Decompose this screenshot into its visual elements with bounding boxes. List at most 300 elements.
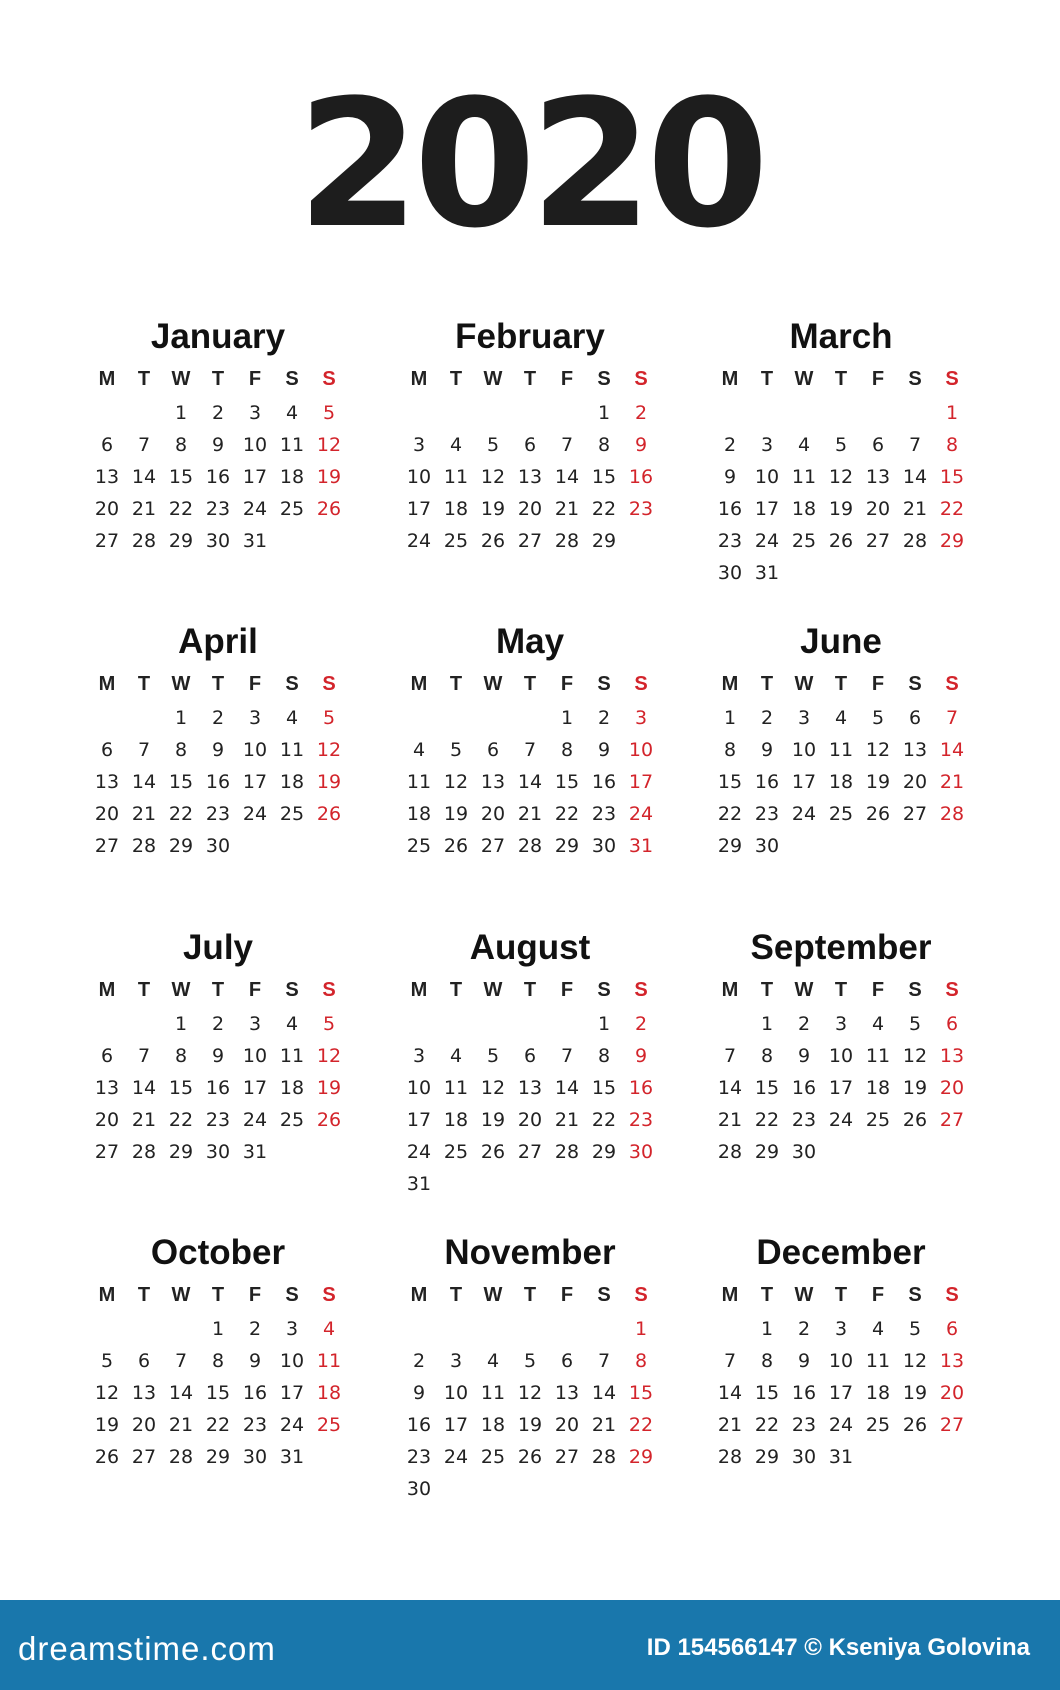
day-cell: 19 bbox=[902, 1077, 928, 1099]
day-cell: 23 bbox=[754, 803, 780, 825]
day-grid bbox=[68, 976, 368, 1168]
day-grid bbox=[68, 365, 368, 557]
empty-cell bbox=[401, 1313, 438, 1345]
empty-cell bbox=[89, 1313, 126, 1345]
day-cell: 1 bbox=[760, 1318, 774, 1340]
day-cell: 13 bbox=[554, 1382, 580, 1404]
day-cell: 26 bbox=[94, 1446, 120, 1468]
day-cell: 27 bbox=[517, 1141, 543, 1163]
weekday-label: W bbox=[171, 368, 191, 390]
day-cell: 25 bbox=[406, 835, 432, 857]
day-cell: 14 bbox=[717, 1077, 743, 1099]
day-cell: 13 bbox=[939, 1350, 965, 1372]
day-cell: 23 bbox=[205, 803, 231, 825]
day-cell: 16 bbox=[205, 771, 231, 793]
day-cell: 31 bbox=[406, 1173, 432, 1195]
weekday-label: S bbox=[597, 979, 611, 1001]
day-cell: 7 bbox=[560, 434, 574, 456]
day-cell: 19 bbox=[316, 1077, 342, 1099]
day-cell: 11 bbox=[279, 434, 305, 456]
weekday-label: T bbox=[523, 368, 537, 390]
day-cell: 1 bbox=[634, 1318, 648, 1340]
day-cell: 10 bbox=[828, 1350, 854, 1372]
day-cell: 6 bbox=[908, 707, 922, 729]
day-cell: 16 bbox=[242, 1382, 268, 1404]
day-cell: 12 bbox=[443, 771, 469, 793]
day-cell: 28 bbox=[131, 1141, 157, 1163]
day-cell: 27 bbox=[94, 835, 120, 857]
day-cell: 29 bbox=[939, 530, 965, 552]
weekday-label: M bbox=[410, 673, 428, 695]
day-cell: 12 bbox=[480, 1077, 506, 1099]
day-cell: 20 bbox=[939, 1382, 965, 1404]
empty-cell bbox=[438, 1313, 475, 1345]
day-cell: 24 bbox=[406, 530, 432, 552]
weekday-label: F bbox=[560, 979, 574, 1001]
day-cell: 31 bbox=[628, 835, 654, 857]
day-cell: 17 bbox=[242, 771, 268, 793]
empty-cell bbox=[401, 702, 438, 734]
day-cell: 9 bbox=[634, 434, 648, 456]
day-cell: 12 bbox=[94, 1382, 120, 1404]
day-cell: 18 bbox=[480, 1414, 506, 1436]
day-cell: 22 bbox=[939, 498, 965, 520]
day-cell: 28 bbox=[902, 530, 928, 552]
empty-cell bbox=[163, 1313, 200, 1345]
empty-cell bbox=[549, 397, 586, 429]
weekday-label: F bbox=[871, 979, 885, 1001]
day-cell: 4 bbox=[871, 1013, 885, 1035]
day-cell: 22 bbox=[554, 803, 580, 825]
day-cell: 7 bbox=[723, 1045, 737, 1067]
day-cell: 23 bbox=[791, 1109, 817, 1131]
weekday-label: S bbox=[285, 368, 299, 390]
day-cell: 9 bbox=[412, 1382, 426, 1404]
month-name: March bbox=[789, 317, 893, 356]
weekday-label: T bbox=[449, 673, 463, 695]
day-cell: 22 bbox=[591, 498, 617, 520]
day-cell: 28 bbox=[939, 803, 965, 825]
weekday-label: T bbox=[449, 979, 463, 1001]
day-cell: 12 bbox=[480, 466, 506, 488]
day-cell: 28 bbox=[131, 835, 157, 857]
day-cell: 21 bbox=[554, 498, 580, 520]
weekday-label: M bbox=[98, 1284, 116, 1306]
day-cell: 12 bbox=[902, 1350, 928, 1372]
month-name: April bbox=[178, 622, 258, 661]
day-cell: 24 bbox=[754, 530, 780, 552]
weekday-label: S bbox=[285, 1284, 299, 1306]
day-cell: 17 bbox=[828, 1077, 854, 1099]
day-cell: 22 bbox=[168, 498, 194, 520]
weekday-label: W bbox=[794, 979, 814, 1001]
day-cell: 8 bbox=[945, 434, 959, 456]
day-cell: 10 bbox=[791, 739, 817, 761]
day-cell: 23 bbox=[591, 803, 617, 825]
day-cell: 9 bbox=[723, 466, 737, 488]
empty-cell bbox=[126, 397, 163, 429]
day-cell: 14 bbox=[131, 466, 157, 488]
empty-cell bbox=[586, 1313, 623, 1345]
day-cell: 9 bbox=[211, 739, 225, 761]
weekday-label: T bbox=[760, 673, 774, 695]
day-cell: 9 bbox=[760, 739, 774, 761]
day-cell: 16 bbox=[406, 1414, 432, 1436]
day-cell: 17 bbox=[443, 1414, 469, 1436]
day-cell: 16 bbox=[754, 771, 780, 793]
day-cell: 15 bbox=[591, 466, 617, 488]
day-cell: 13 bbox=[94, 771, 120, 793]
weekday-label: W bbox=[171, 979, 191, 1001]
day-cell: 8 bbox=[723, 739, 737, 761]
month-august bbox=[380, 928, 680, 1200]
weekday-label: F bbox=[560, 673, 574, 695]
month-october bbox=[68, 1233, 368, 1473]
day-cell: 5 bbox=[834, 434, 848, 456]
day-cell: 27 bbox=[865, 530, 891, 552]
weekday-label: M bbox=[721, 1284, 739, 1306]
day-cell: 2 bbox=[723, 434, 737, 456]
day-cell: 1 bbox=[174, 402, 188, 424]
day-cell: 23 bbox=[717, 530, 743, 552]
weekday-label: T bbox=[523, 673, 537, 695]
month-june bbox=[691, 622, 991, 862]
day-cell: 8 bbox=[211, 1350, 225, 1372]
empty-cell bbox=[126, 702, 163, 734]
day-cell: 5 bbox=[908, 1013, 922, 1035]
weekday-label: F bbox=[248, 1284, 262, 1306]
weekday-label: F bbox=[871, 1284, 885, 1306]
day-cell: 8 bbox=[560, 739, 574, 761]
day-grid bbox=[68, 1281, 368, 1473]
day-cell: 8 bbox=[760, 1350, 774, 1372]
day-cell: 5 bbox=[449, 739, 463, 761]
day-cell: 6 bbox=[560, 1350, 574, 1372]
day-cell: 9 bbox=[797, 1045, 811, 1067]
day-cell: 28 bbox=[131, 530, 157, 552]
weekday-label: M bbox=[721, 979, 739, 1001]
weekday-label: F bbox=[871, 673, 885, 695]
day-cell: 4 bbox=[449, 434, 463, 456]
day-cell: 6 bbox=[100, 1045, 114, 1067]
day-cell: 4 bbox=[486, 1350, 500, 1372]
weekday-label: S bbox=[285, 979, 299, 1001]
day-cell: 3 bbox=[412, 434, 426, 456]
day-cell: 13 bbox=[517, 1077, 543, 1099]
day-cell: 26 bbox=[443, 835, 469, 857]
day-cell: 10 bbox=[628, 739, 654, 761]
day-cell: 15 bbox=[205, 1382, 231, 1404]
weekday-label: F bbox=[248, 673, 262, 695]
weekday-label: S bbox=[322, 368, 336, 390]
empty-cell bbox=[475, 397, 512, 429]
day-cell: 15 bbox=[591, 1077, 617, 1099]
day-cell: 13 bbox=[94, 1077, 120, 1099]
weekday-label: M bbox=[98, 368, 116, 390]
day-cell: 15 bbox=[717, 771, 743, 793]
weekday-label: T bbox=[760, 368, 774, 390]
weekday-label: T bbox=[211, 368, 225, 390]
day-cell: 25 bbox=[279, 1109, 305, 1131]
empty-cell bbox=[126, 1313, 163, 1345]
day-cell: 17 bbox=[279, 1382, 305, 1404]
day-cell: 14 bbox=[131, 1077, 157, 1099]
day-cell: 30 bbox=[205, 530, 231, 552]
day-cell: 10 bbox=[242, 739, 268, 761]
empty-cell bbox=[512, 1313, 549, 1345]
day-cell: 4 bbox=[285, 402, 299, 424]
day-cell: 8 bbox=[634, 1350, 648, 1372]
day-cell: 31 bbox=[242, 530, 268, 552]
weekday-label: W bbox=[483, 368, 503, 390]
day-cell: 20 bbox=[94, 498, 120, 520]
day-cell: 3 bbox=[760, 434, 774, 456]
day-cell: 30 bbox=[628, 1141, 654, 1163]
day-cell: 2 bbox=[248, 1318, 262, 1340]
day-cell: 3 bbox=[248, 1013, 262, 1035]
day-cell: 16 bbox=[205, 1077, 231, 1099]
day-cell: 18 bbox=[865, 1077, 891, 1099]
weekday-label: S bbox=[634, 368, 648, 390]
day-cell: 29 bbox=[168, 1141, 194, 1163]
day-cell: 16 bbox=[791, 1382, 817, 1404]
weekday-label: S bbox=[945, 673, 959, 695]
day-cell: 27 bbox=[94, 1141, 120, 1163]
day-cell: 19 bbox=[443, 803, 469, 825]
empty-cell bbox=[89, 397, 126, 429]
weekday-label: W bbox=[794, 368, 814, 390]
day-cell: 27 bbox=[131, 1446, 157, 1468]
day-cell: 22 bbox=[168, 803, 194, 825]
day-cell: 8 bbox=[597, 434, 611, 456]
day-cell: 27 bbox=[480, 835, 506, 857]
weekday-label: T bbox=[211, 979, 225, 1001]
day-cell: 20 bbox=[94, 803, 120, 825]
weekday-label: T bbox=[523, 1284, 537, 1306]
month-name: February bbox=[455, 317, 605, 356]
day-cell: 29 bbox=[168, 530, 194, 552]
day-cell: 8 bbox=[174, 1045, 188, 1067]
day-cell: 14 bbox=[554, 1077, 580, 1099]
day-cell: 24 bbox=[279, 1414, 305, 1436]
day-cell: 27 bbox=[517, 530, 543, 552]
day-cell: 2 bbox=[760, 707, 774, 729]
day-cell: 19 bbox=[316, 771, 342, 793]
day-cell: 27 bbox=[554, 1446, 580, 1468]
day-cell: 1 bbox=[945, 402, 959, 424]
day-cell: 24 bbox=[628, 803, 654, 825]
day-cell: 21 bbox=[902, 498, 928, 520]
weekday-label: S bbox=[322, 1284, 336, 1306]
day-grid bbox=[380, 976, 680, 1200]
weekday-label: M bbox=[98, 979, 116, 1001]
day-cell: 5 bbox=[322, 707, 336, 729]
day-cell: 19 bbox=[828, 498, 854, 520]
day-cell: 20 bbox=[554, 1414, 580, 1436]
day-cell: 2 bbox=[211, 1013, 225, 1035]
day-cell: 3 bbox=[834, 1013, 848, 1035]
day-cell: 15 bbox=[168, 771, 194, 793]
day-cell: 21 bbox=[591, 1414, 617, 1436]
weekday-label: T bbox=[449, 368, 463, 390]
day-cell: 27 bbox=[94, 530, 120, 552]
empty-cell bbox=[549, 1008, 586, 1040]
footer-credit: ID 154566147 © Kseniya Golovina bbox=[646, 1634, 1030, 1661]
day-cell: 30 bbox=[205, 1141, 231, 1163]
day-cell: 14 bbox=[131, 771, 157, 793]
day-cell: 13 bbox=[480, 771, 506, 793]
day-cell: 5 bbox=[322, 402, 336, 424]
day-cell: 9 bbox=[211, 434, 225, 456]
day-cell: 11 bbox=[279, 1045, 305, 1067]
day-cell: 12 bbox=[316, 434, 342, 456]
day-cell: 19 bbox=[480, 498, 506, 520]
day-cell: 6 bbox=[945, 1013, 959, 1035]
empty-cell bbox=[786, 397, 823, 429]
day-cell: 24 bbox=[828, 1414, 854, 1436]
month-march bbox=[691, 317, 991, 589]
day-cell: 25 bbox=[791, 530, 817, 552]
day-cell: 15 bbox=[554, 771, 580, 793]
month-july bbox=[68, 928, 368, 1168]
empty-cell bbox=[712, 397, 749, 429]
day-cell: 16 bbox=[717, 498, 743, 520]
day-cell: 3 bbox=[449, 1350, 463, 1372]
day-cell: 7 bbox=[523, 739, 537, 761]
day-grid bbox=[691, 976, 991, 1168]
weekday-label: M bbox=[410, 979, 428, 1001]
day-cell: 18 bbox=[406, 803, 432, 825]
weekday-label: S bbox=[945, 979, 959, 1001]
day-cell: 24 bbox=[828, 1109, 854, 1131]
day-cell: 1 bbox=[560, 707, 574, 729]
day-cell: 22 bbox=[628, 1414, 654, 1436]
weekday-label: S bbox=[285, 673, 299, 695]
day-cell: 13 bbox=[865, 466, 891, 488]
day-cell: 12 bbox=[517, 1382, 543, 1404]
day-cell: 3 bbox=[412, 1045, 426, 1067]
weekday-label: W bbox=[794, 1284, 814, 1306]
day-cell: 6 bbox=[945, 1318, 959, 1340]
empty-cell bbox=[860, 397, 897, 429]
day-cell: 25 bbox=[443, 1141, 469, 1163]
day-cell: 28 bbox=[717, 1446, 743, 1468]
day-cell: 9 bbox=[797, 1350, 811, 1372]
day-cell: 3 bbox=[634, 707, 648, 729]
weekday-label: S bbox=[634, 1284, 648, 1306]
day-cell: 11 bbox=[791, 466, 817, 488]
day-cell: 13 bbox=[902, 739, 928, 761]
day-cell: 22 bbox=[754, 1109, 780, 1131]
day-cell: 18 bbox=[828, 771, 854, 793]
day-cell: 10 bbox=[443, 1382, 469, 1404]
day-cell: 29 bbox=[591, 530, 617, 552]
weekday-label: M bbox=[98, 673, 116, 695]
empty-cell bbox=[475, 1008, 512, 1040]
day-cell: 14 bbox=[554, 466, 580, 488]
day-cell: 28 bbox=[554, 530, 580, 552]
month-november bbox=[380, 1233, 680, 1505]
empty-cell bbox=[823, 397, 860, 429]
day-cell: 4 bbox=[871, 1318, 885, 1340]
day-cell: 29 bbox=[628, 1446, 654, 1468]
day-cell: 8 bbox=[174, 739, 188, 761]
day-grid bbox=[68, 670, 368, 862]
day-grid bbox=[380, 670, 680, 862]
day-cell: 17 bbox=[242, 1077, 268, 1099]
day-cell: 31 bbox=[279, 1446, 305, 1468]
day-cell: 22 bbox=[205, 1414, 231, 1436]
day-cell: 30 bbox=[791, 1446, 817, 1468]
day-cell: 5 bbox=[486, 1045, 500, 1067]
day-cell: 28 bbox=[717, 1141, 743, 1163]
empty-cell bbox=[475, 1313, 512, 1345]
day-cell: 25 bbox=[865, 1109, 891, 1131]
day-cell: 19 bbox=[316, 466, 342, 488]
day-cell: 22 bbox=[591, 1109, 617, 1131]
day-cell: 26 bbox=[480, 530, 506, 552]
day-cell: 27 bbox=[939, 1109, 965, 1131]
day-grid bbox=[691, 365, 991, 589]
day-cell: 27 bbox=[939, 1414, 965, 1436]
day-cell: 31 bbox=[754, 562, 780, 584]
day-cell: 1 bbox=[760, 1013, 774, 1035]
month-february bbox=[380, 317, 680, 557]
day-cell: 8 bbox=[174, 434, 188, 456]
day-cell: 7 bbox=[723, 1350, 737, 1372]
weekday-label: W bbox=[483, 1284, 503, 1306]
day-cell: 10 bbox=[279, 1350, 305, 1372]
day-cell: 23 bbox=[242, 1414, 268, 1436]
day-cell: 14 bbox=[902, 466, 928, 488]
day-cell: 7 bbox=[560, 1045, 574, 1067]
day-cell: 25 bbox=[316, 1414, 342, 1436]
day-cell: 6 bbox=[137, 1350, 151, 1372]
day-cell: 18 bbox=[443, 1109, 469, 1131]
day-cell: 26 bbox=[865, 803, 891, 825]
weekday-label: M bbox=[721, 673, 739, 695]
day-cell: 11 bbox=[865, 1045, 891, 1067]
weekday-label: S bbox=[634, 673, 648, 695]
day-cell: 13 bbox=[939, 1045, 965, 1067]
day-cell: 29 bbox=[591, 1141, 617, 1163]
empty-cell bbox=[475, 702, 512, 734]
day-cell: 15 bbox=[754, 1382, 780, 1404]
month-december bbox=[691, 1233, 991, 1473]
day-cell: 20 bbox=[94, 1109, 120, 1131]
day-cell: 17 bbox=[242, 466, 268, 488]
day-cell: 10 bbox=[242, 1045, 268, 1067]
day-cell: 11 bbox=[480, 1382, 506, 1404]
day-cell: 17 bbox=[406, 498, 432, 520]
day-cell: 2 bbox=[412, 1350, 426, 1372]
weekday-label: M bbox=[721, 368, 739, 390]
empty-cell bbox=[512, 1008, 549, 1040]
day-cell: 2 bbox=[211, 402, 225, 424]
weekday-label: S bbox=[945, 1284, 959, 1306]
day-cell: 19 bbox=[902, 1382, 928, 1404]
day-cell: 28 bbox=[168, 1446, 194, 1468]
footer-logo[interactable]: dreamstime.com bbox=[18, 1630, 276, 1667]
day-cell: 14 bbox=[517, 771, 543, 793]
month-name: May bbox=[495, 622, 565, 661]
day-cell: 28 bbox=[554, 1141, 580, 1163]
day-cell: 22 bbox=[754, 1414, 780, 1436]
weekday-label: F bbox=[560, 368, 574, 390]
day-grid bbox=[691, 670, 991, 862]
weekday-label: T bbox=[760, 979, 774, 1001]
day-cell: 18 bbox=[316, 1382, 342, 1404]
